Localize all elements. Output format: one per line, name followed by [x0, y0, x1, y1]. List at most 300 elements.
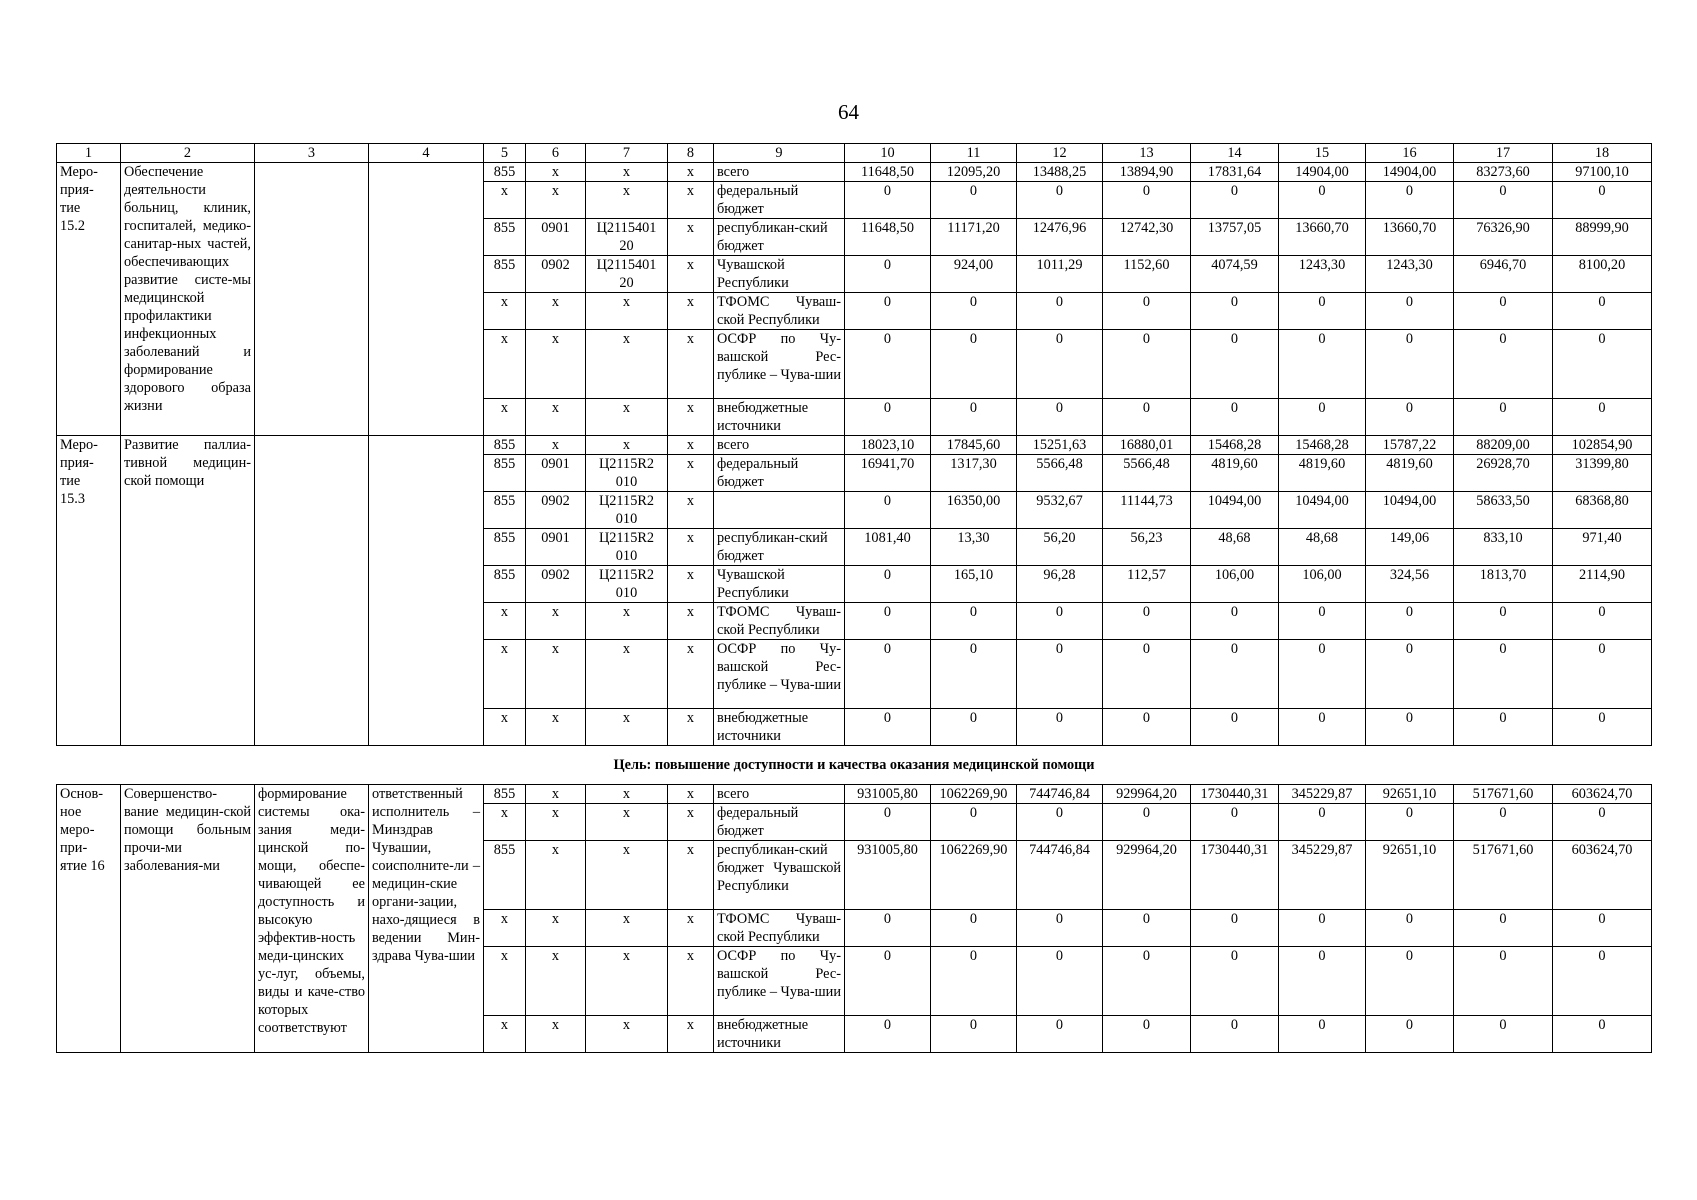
- page-number: 64: [838, 100, 859, 124]
- table-row: [57, 785, 1652, 804]
- funding-source: федеральный бюджет: [714, 455, 845, 492]
- funding-value: 0: [1366, 399, 1454, 436]
- measure-executor: [369, 163, 484, 436]
- funding-value: 0: [1191, 603, 1279, 640]
- section-code: х: [526, 1016, 586, 1053]
- funding-value: 11648,50: [845, 163, 931, 182]
- target-article-code: х: [586, 163, 668, 182]
- funding-value: 12742,30: [1103, 219, 1191, 256]
- funding-value: 0: [1017, 640, 1103, 709]
- funding-value: 603624,70: [1553, 841, 1652, 910]
- target-article-code: х: [586, 293, 668, 330]
- target-article-code: Ц2115R2 010: [586, 529, 668, 566]
- funding-value: 0: [1553, 330, 1652, 399]
- funding-value: 0: [1103, 947, 1191, 1016]
- target-article-code: х: [586, 709, 668, 746]
- funding-value: 0: [1279, 182, 1366, 219]
- funding-source: всего: [714, 785, 845, 804]
- section-code: 0902: [526, 256, 586, 293]
- grbs-code: х: [484, 640, 526, 709]
- funding-value: 112,57: [1103, 566, 1191, 603]
- funding-value: 0: [1279, 330, 1366, 399]
- expense-type-code: х: [668, 640, 714, 709]
- funding-value: 96,28: [1017, 566, 1103, 603]
- grbs-code: х: [484, 399, 526, 436]
- funding-value: 0: [1553, 603, 1652, 640]
- funding-value: 0: [1366, 804, 1454, 841]
- funding-value: 0: [1103, 709, 1191, 746]
- expense-type-code: х: [668, 399, 714, 436]
- funding-value: 0: [931, 330, 1017, 399]
- funding-value: 14904,00: [1279, 163, 1366, 182]
- target-article-code: х: [586, 603, 668, 640]
- target-article-code: х: [586, 1016, 668, 1053]
- funding-value: 0: [1366, 330, 1454, 399]
- column-number: 3: [255, 144, 369, 163]
- funding-value: 0: [845, 330, 931, 399]
- funding-value: 0: [845, 947, 931, 1016]
- funding-value: 12476,96: [1017, 219, 1103, 256]
- funding-value: 0: [1279, 709, 1366, 746]
- funding-value: 0: [1553, 1016, 1652, 1053]
- target-article-code: х: [586, 436, 668, 455]
- column-number: 18: [1553, 144, 1652, 163]
- funding-value: 0: [1454, 640, 1553, 709]
- funding-value: 0: [1454, 1016, 1553, 1053]
- funding-value: 0: [1103, 293, 1191, 330]
- funding-value: 517671,60: [1454, 785, 1553, 804]
- funding-value: 15787,22: [1366, 436, 1454, 455]
- funding-value: 0: [1191, 293, 1279, 330]
- grbs-code: х: [484, 709, 526, 746]
- expense-type-code: х: [668, 293, 714, 330]
- expense-type-code: х: [668, 947, 714, 1016]
- funding-value: 48,68: [1279, 529, 1366, 566]
- funding-value: 1813,70: [1454, 566, 1553, 603]
- grbs-code: 855: [484, 163, 526, 182]
- grbs-code: 855: [484, 256, 526, 293]
- funding-value: 0: [845, 399, 931, 436]
- funding-value: 11648,50: [845, 219, 931, 256]
- funding-value: 1062269,90: [931, 785, 1017, 804]
- funding-value: 1011,29: [1017, 256, 1103, 293]
- funding-value: 0: [1553, 947, 1652, 1016]
- target-article-code: Ц2115401 20: [586, 219, 668, 256]
- funding-value: 0: [1553, 182, 1652, 219]
- funding-value: 744746,84: [1017, 785, 1103, 804]
- funding-value: 0: [931, 603, 1017, 640]
- budget-table: [56, 143, 1652, 1053]
- funding-value: 0: [1553, 910, 1652, 947]
- funding-value: 924,00: [931, 256, 1017, 293]
- target-article-code: х: [586, 330, 668, 399]
- section-code: х: [526, 293, 586, 330]
- funding-value: 11144,73: [1103, 492, 1191, 529]
- funding-value: 16350,00: [931, 492, 1017, 529]
- measure-label: Основ- ное меро- при- ятие 16: [57, 785, 121, 1053]
- funding-value: 0: [1191, 330, 1279, 399]
- expense-type-code: х: [668, 256, 714, 293]
- funding-value: 0: [1454, 910, 1553, 947]
- funding-source: внебюджетные источники: [714, 709, 845, 746]
- funding-value: 0: [1454, 804, 1553, 841]
- funding-value: 0: [1366, 910, 1454, 947]
- column-number: 15: [1279, 144, 1366, 163]
- expense-type-code: х: [668, 492, 714, 529]
- funding-value: 345229,87: [1279, 785, 1366, 804]
- funding-value: 0: [845, 256, 931, 293]
- funding-value: 0: [1103, 399, 1191, 436]
- funding-value: 1152,60: [1103, 256, 1191, 293]
- funding-value: 0: [845, 566, 931, 603]
- section-code: х: [526, 785, 586, 804]
- funding-value: 5566,48: [1017, 455, 1103, 492]
- funding-value: 92651,10: [1366, 841, 1454, 910]
- grbs-code: х: [484, 947, 526, 1016]
- funding-value: 0: [931, 709, 1017, 746]
- funding-value: 0: [1191, 804, 1279, 841]
- funding-value: 9532,67: [1017, 492, 1103, 529]
- column-number: 14: [1191, 144, 1279, 163]
- grbs-code: 855: [484, 219, 526, 256]
- funding-source: республикан-ский бюджет: [714, 529, 845, 566]
- funding-value: 12095,20: [931, 163, 1017, 182]
- measure-label: Меро- прия- тие 15.2: [57, 163, 121, 436]
- measure-name: Совершенство-вание медицин-ской помощи больным прочи-ми заболевания-ми: [121, 785, 255, 1053]
- target-article-code: х: [586, 910, 668, 947]
- funding-value: 0: [1103, 603, 1191, 640]
- funding-value: 0: [1279, 910, 1366, 947]
- column-number: 9: [714, 144, 845, 163]
- expense-type-code: х: [668, 841, 714, 910]
- measure-result: [255, 436, 369, 746]
- funding-value: 8100,20: [1553, 256, 1652, 293]
- funding-value: 0: [845, 910, 931, 947]
- grbs-code: 855: [484, 436, 526, 455]
- funding-value: 0: [1553, 804, 1652, 841]
- column-number: 5: [484, 144, 526, 163]
- expense-type-code: х: [668, 804, 714, 841]
- funding-value: 58633,50: [1454, 492, 1553, 529]
- grbs-code: х: [484, 293, 526, 330]
- funding-value: 0: [931, 804, 1017, 841]
- section-code: х: [526, 603, 586, 640]
- funding-value: 1081,40: [845, 529, 931, 566]
- funding-value: 971,40: [1553, 529, 1652, 566]
- section-code: 0902: [526, 566, 586, 603]
- funding-value: 0: [1017, 330, 1103, 399]
- expense-type-code: х: [668, 785, 714, 804]
- funding-value: 0: [931, 399, 1017, 436]
- measure-executor: ответственный исполнитель – Минздрав Чувашии, соисполните-ли – медицин-ские органи-зации, нахо-дящиеся в ведении Мин-здрава Чува-шии: [369, 785, 484, 1053]
- grbs-code: 855: [484, 455, 526, 492]
- funding-source: ОСФР по Чу-вашской Рес-публике – Чува-шии: [714, 947, 845, 1016]
- funding-value: 1730440,31: [1191, 841, 1279, 910]
- funding-value: 0: [1279, 399, 1366, 436]
- section-code: х: [526, 947, 586, 1016]
- expense-type-code: х: [668, 436, 714, 455]
- section-code: х: [526, 841, 586, 910]
- funding-value: 13660,70: [1366, 219, 1454, 256]
- funding-value: 0: [1553, 709, 1652, 746]
- expense-type-code: х: [668, 910, 714, 947]
- column-number: 4: [369, 144, 484, 163]
- funding-value: 0: [1017, 293, 1103, 330]
- funding-value: 0: [1103, 182, 1191, 219]
- funding-value: 149,06: [1366, 529, 1454, 566]
- funding-value: 10494,00: [1279, 492, 1366, 529]
- funding-value: 0: [1454, 709, 1553, 746]
- funding-source: всего: [714, 163, 845, 182]
- funding-value: 0: [845, 492, 931, 529]
- funding-value: 0: [1017, 804, 1103, 841]
- grbs-code: х: [484, 910, 526, 947]
- goal-row: [57, 746, 1652, 785]
- funding-value: 56,23: [1103, 529, 1191, 566]
- funding-value: 744746,84: [1017, 841, 1103, 910]
- expense-type-code: х: [668, 163, 714, 182]
- funding-value: 0: [931, 293, 1017, 330]
- funding-value: 15251,63: [1017, 436, 1103, 455]
- column-number: 12: [1017, 144, 1103, 163]
- expense-type-code: х: [668, 566, 714, 603]
- grbs-code: 855: [484, 841, 526, 910]
- target-article-code: х: [586, 947, 668, 1016]
- funding-value: 0: [931, 1016, 1017, 1053]
- funding-value: 0: [1017, 603, 1103, 640]
- section-code: х: [526, 910, 586, 947]
- funding-value: 13757,05: [1191, 219, 1279, 256]
- funding-value: 0: [1553, 399, 1652, 436]
- funding-value: 48,68: [1191, 529, 1279, 566]
- funding-value: 0: [1366, 640, 1454, 709]
- grbs-code: 855: [484, 529, 526, 566]
- measure-result: [255, 163, 369, 436]
- funding-value: 1317,30: [931, 455, 1017, 492]
- funding-value: 6946,70: [1454, 256, 1553, 293]
- column-number: 1: [57, 144, 121, 163]
- funding-value: 0: [1279, 293, 1366, 330]
- funding-value: 26928,70: [1454, 455, 1553, 492]
- table-row: [57, 436, 1652, 455]
- target-article-code: Ц2115401 20: [586, 256, 668, 293]
- funding-value: 0: [1191, 1016, 1279, 1053]
- section-code: 0902: [526, 492, 586, 529]
- funding-value: 0: [1454, 182, 1553, 219]
- section-code: х: [526, 182, 586, 219]
- funding-value: 16941,70: [845, 455, 931, 492]
- funding-value: 0: [1017, 182, 1103, 219]
- funding-value: 10494,00: [1366, 492, 1454, 529]
- target-article-code: х: [586, 182, 668, 219]
- funding-value: 0: [1279, 947, 1366, 1016]
- funding-value: 324,56: [1366, 566, 1454, 603]
- table-row: [57, 163, 1652, 182]
- column-number: 10: [845, 144, 931, 163]
- funding-value: 0: [931, 910, 1017, 947]
- column-number: 11: [931, 144, 1017, 163]
- section-code: х: [526, 399, 586, 436]
- grbs-code: х: [484, 330, 526, 399]
- funding-value: 1243,30: [1366, 256, 1454, 293]
- funding-value: 0: [1454, 603, 1553, 640]
- section-code: 0901: [526, 455, 586, 492]
- section-code: 0901: [526, 529, 586, 566]
- funding-value: 0: [845, 1016, 931, 1053]
- funding-source: ОСФР по Чу-вашской Рес-публике – Чува-шии: [714, 640, 845, 709]
- funding-value: 1062269,90: [931, 841, 1017, 910]
- target-article-code: Ц2115R2 010: [586, 492, 668, 529]
- funding-value: 0: [1103, 330, 1191, 399]
- target-article-code: Ц2115R2 010: [586, 566, 668, 603]
- funding-source: [714, 492, 845, 529]
- funding-value: 88209,00: [1454, 436, 1553, 455]
- funding-value: 603624,70: [1553, 785, 1652, 804]
- funding-value: 13660,70: [1279, 219, 1366, 256]
- funding-value: 0: [1191, 910, 1279, 947]
- funding-value: 0: [845, 293, 931, 330]
- funding-value: 0: [1454, 330, 1553, 399]
- funding-value: 0: [1366, 947, 1454, 1016]
- funding-value: 929964,20: [1103, 841, 1191, 910]
- funding-value: 5566,48: [1103, 455, 1191, 492]
- funding-value: 15468,28: [1279, 436, 1366, 455]
- funding-value: 17831,64: [1191, 163, 1279, 182]
- funding-value: 931005,80: [845, 785, 931, 804]
- goal-heading: Цель: повышение доступности и качества оказания медицинской помощи: [57, 746, 1652, 785]
- funding-value: 0: [1454, 947, 1553, 1016]
- expense-type-code: х: [668, 709, 714, 746]
- measure-result: формирование системы ока-зания меди-цинской по-мощи, обеспе-чивающей ее доступность и высокую эффектив-ность меди-цинских ус-луг, объемы, виды и каче-ство которых соответствуют: [255, 785, 369, 1053]
- column-number: 6: [526, 144, 586, 163]
- funding-value: 0: [931, 182, 1017, 219]
- grbs-code: х: [484, 603, 526, 640]
- funding-value: 0: [1279, 603, 1366, 640]
- funding-value: 0: [931, 640, 1017, 709]
- funding-value: 1243,30: [1279, 256, 1366, 293]
- funding-value: 0: [1103, 640, 1191, 709]
- funding-value: 0: [1366, 603, 1454, 640]
- expense-type-code: х: [668, 455, 714, 492]
- section-code: 0901: [526, 219, 586, 256]
- target-article-code: х: [586, 841, 668, 910]
- section-code: х: [526, 804, 586, 841]
- funding-value: 0: [1553, 293, 1652, 330]
- funding-value: 0: [1017, 947, 1103, 1016]
- section-code: х: [526, 709, 586, 746]
- target-article-code: х: [586, 785, 668, 804]
- funding-value: 68368,80: [1553, 492, 1652, 529]
- column-number: 17: [1454, 144, 1553, 163]
- expense-type-code: х: [668, 219, 714, 256]
- funding-value: 102854,90: [1553, 436, 1652, 455]
- funding-value: 931005,80: [845, 841, 931, 910]
- funding-value: 0: [845, 182, 931, 219]
- funding-value: 0: [931, 947, 1017, 1016]
- funding-value: 0: [1366, 293, 1454, 330]
- funding-value: 0: [1017, 1016, 1103, 1053]
- grbs-code: х: [484, 182, 526, 219]
- funding-value: 13,30: [931, 529, 1017, 566]
- funding-source: ТФОМС Чуваш-ской Республики: [714, 603, 845, 640]
- funding-source: ТФОМС Чуваш-ской Республики: [714, 293, 845, 330]
- column-number: 2: [121, 144, 255, 163]
- funding-value: 165,10: [931, 566, 1017, 603]
- funding-value: 0: [1191, 399, 1279, 436]
- funding-value: 11171,20: [931, 219, 1017, 256]
- funding-value: 4074,59: [1191, 256, 1279, 293]
- funding-value: 0: [845, 640, 931, 709]
- funding-value: 833,10: [1454, 529, 1553, 566]
- funding-value: 15468,28: [1191, 436, 1279, 455]
- funding-value: 0: [1366, 182, 1454, 219]
- measure-executor: [369, 436, 484, 746]
- funding-value: 0: [1279, 804, 1366, 841]
- funding-value: 0: [1191, 182, 1279, 219]
- grbs-code: х: [484, 804, 526, 841]
- funding-value: 13894,90: [1103, 163, 1191, 182]
- target-article-code: Ц2115R2 010: [586, 455, 668, 492]
- funding-source: всего: [714, 436, 845, 455]
- measure-name: Обеспечение деятельности больниц, клиник, госпиталей, медико-санитар-ных частей, обеспечивающих развитие систе-мы медицинской профилактики инфекционных заболеваний и формирование здорового образа жизни: [121, 163, 255, 436]
- funding-source: республикан-ский бюджет Чувашской Республики: [714, 841, 845, 910]
- funding-value: 4819,60: [1191, 455, 1279, 492]
- funding-value: 0: [1366, 709, 1454, 746]
- funding-value: 0: [1191, 640, 1279, 709]
- funding-value: 0: [845, 603, 931, 640]
- grbs-code: 855: [484, 566, 526, 603]
- funding-value: 2114,90: [1553, 566, 1652, 603]
- funding-value: 0: [845, 709, 931, 746]
- funding-value: 4819,60: [1279, 455, 1366, 492]
- section-code: х: [526, 163, 586, 182]
- funding-value: 0: [1017, 399, 1103, 436]
- funding-value: 0: [1017, 910, 1103, 947]
- funding-value: 14904,00: [1366, 163, 1454, 182]
- funding-value: 97100,10: [1553, 163, 1652, 182]
- funding-source: внебюджетные источники: [714, 399, 845, 436]
- funding-source: ТФОМС Чуваш-ской Республики: [714, 910, 845, 947]
- measure-name: Развитие паллиа-тивной медицин-ской помощи: [121, 436, 255, 746]
- section-code: х: [526, 436, 586, 455]
- funding-value: 18023,10: [845, 436, 931, 455]
- funding-value: 0: [1279, 1016, 1366, 1053]
- target-article-code: х: [586, 640, 668, 709]
- funding-value: 106,00: [1279, 566, 1366, 603]
- funding-value: 0: [1191, 709, 1279, 746]
- funding-value: 0: [1191, 947, 1279, 1016]
- funding-value: 0: [1553, 640, 1652, 709]
- funding-value: 13488,25: [1017, 163, 1103, 182]
- expense-type-code: х: [668, 529, 714, 566]
- expense-type-code: х: [668, 182, 714, 219]
- column-number: 7: [586, 144, 668, 163]
- funding-value: 0: [1454, 399, 1553, 436]
- expense-type-code: х: [668, 330, 714, 399]
- funding-value: 0: [1103, 1016, 1191, 1053]
- funding-value: 76326,90: [1454, 219, 1553, 256]
- column-number: 16: [1366, 144, 1454, 163]
- funding-value: 83273,60: [1454, 163, 1553, 182]
- funding-source: республикан-ский бюджет: [714, 219, 845, 256]
- funding-source: Чувашской Республики: [714, 256, 845, 293]
- funding-value: 0: [1279, 640, 1366, 709]
- funding-value: 0: [1103, 804, 1191, 841]
- funding-value: 92651,10: [1366, 785, 1454, 804]
- funding-source: федеральный бюджет: [714, 804, 845, 841]
- funding-source: федеральный бюджет: [714, 182, 845, 219]
- section-code: х: [526, 640, 586, 709]
